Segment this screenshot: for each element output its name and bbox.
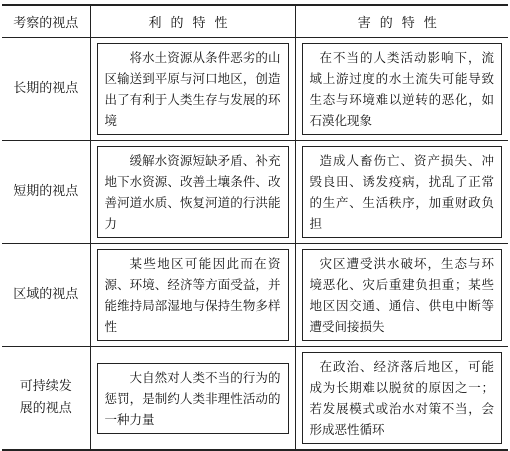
viewpoint-cell bbox=[2, 244, 90, 347]
viewpoint-label: 长期的视点 bbox=[13, 81, 79, 96]
table-row bbox=[2, 347, 508, 451]
table-row bbox=[2, 38, 508, 141]
harm-cell bbox=[295, 244, 508, 347]
harm-cell bbox=[295, 38, 508, 141]
harm-text: 灾区遭受洪水破坏，生态与环境恶化、灾后重建负担重；某些地区因交通、通信、供电中断等遭受间接损失 bbox=[302, 249, 503, 341]
header-harm: 害的特性 bbox=[295, 5, 508, 38]
harm-text: 造成人畜伤亡、资产损失、冲毁良田、诱发疫病，扰乱了正常的生产、生活秩序，加重财政负担 bbox=[302, 146, 503, 238]
benefit-text: 将水土资源从条件恶劣的山区输送到平原与河口地区，创造出了有利于人类生存与发展的环境 bbox=[97, 43, 289, 135]
benefit-cell bbox=[90, 347, 295, 451]
table-row bbox=[2, 244, 508, 347]
table-row bbox=[2, 141, 508, 244]
viewpoint-cell bbox=[2, 141, 90, 244]
benefit-cell bbox=[90, 244, 295, 347]
viewpoint-cell bbox=[2, 347, 90, 451]
header-viewpoint: 考察的视点 bbox=[2, 5, 90, 38]
harm-cell bbox=[295, 347, 508, 451]
benefit-text: 某些地区可能因此而在资源、环境、经济等方面受益，并能维持局部湿地与保持生物多样性 bbox=[97, 249, 289, 341]
viewpoint-label: 区域的视点 bbox=[13, 287, 79, 302]
harm-text: 在政治、经济落后地区，可能成为长期难以脱贫的原因之一；若发展模式或治水对策不当，会形成恶性循环 bbox=[302, 352, 503, 444]
viewpoint-cell bbox=[2, 38, 90, 141]
benefit-cell bbox=[90, 38, 295, 141]
viewpoint-label: 短期的视点 bbox=[13, 184, 79, 199]
harm-text: 在不当的人类活动影响下，流域上游过度的水土流失可能导致生态与环境难以逆转的恶化，如石漠化现象 bbox=[302, 43, 503, 135]
flood-benefit-harm-table bbox=[2, 4, 508, 451]
benefit-text: 缓解水资源短缺矛盾、补充地下水资源、改善土壤条件、改善河道水质、恢复河道的行洪能力 bbox=[97, 146, 289, 238]
harm-cell bbox=[295, 141, 508, 244]
viewpoint-label: 可持续发展的视点 bbox=[19, 379, 72, 416]
table-header-row bbox=[2, 5, 508, 38]
header-benefit: 利的特性 bbox=[90, 5, 295, 38]
benefit-cell bbox=[90, 141, 295, 244]
benefit-text: 大自然对人类不当的行为的惩罚，是制约人类非理性活动的一种力量 bbox=[97, 363, 289, 434]
